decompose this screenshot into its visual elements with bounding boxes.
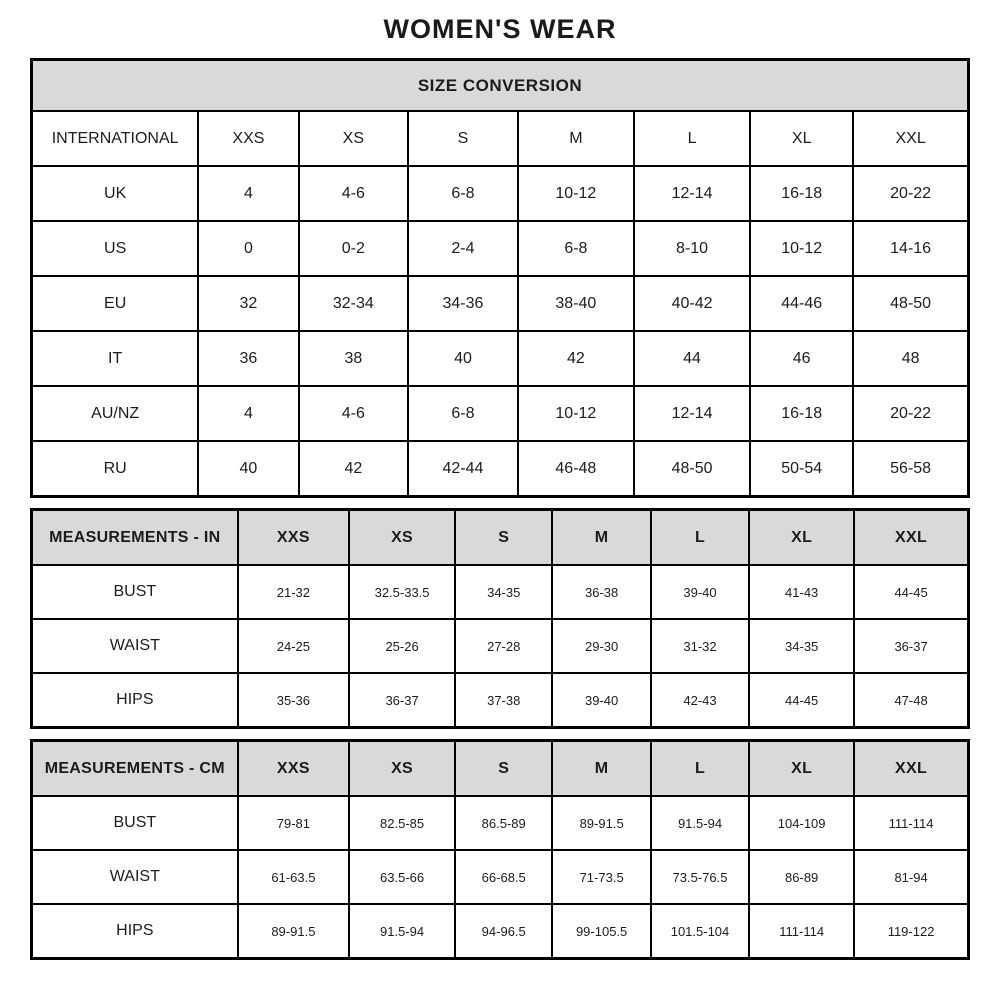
data-cell: 40 bbox=[408, 331, 518, 386]
table-row bbox=[32, 904, 969, 959]
data-cell: 25-26 bbox=[349, 619, 455, 673]
data-cell: 2-4 bbox=[408, 221, 518, 276]
data-cell: 6-8 bbox=[518, 221, 634, 276]
data-cell: 111-114 bbox=[749, 904, 854, 959]
data-cell: 27-28 bbox=[455, 619, 552, 673]
row-header-cell: UK bbox=[32, 166, 199, 221]
data-cell: 61-63.5 bbox=[238, 850, 350, 904]
data-cell: 47-48 bbox=[854, 673, 968, 728]
table-row bbox=[32, 619, 969, 673]
data-cell: 12-14 bbox=[634, 386, 750, 441]
data-cell: 42-43 bbox=[651, 673, 749, 728]
header-cell: L bbox=[634, 111, 750, 166]
data-cell: 56-58 bbox=[853, 441, 968, 497]
data-cell: 73.5-76.5 bbox=[651, 850, 749, 904]
data-cell: 94-96.5 bbox=[455, 904, 552, 959]
data-cell: 4 bbox=[198, 166, 298, 221]
data-cell: 35-36 bbox=[238, 673, 350, 728]
data-cell: 12-14 bbox=[634, 166, 750, 221]
data-cell: 21-32 bbox=[238, 565, 350, 619]
header-cell: XL bbox=[749, 510, 854, 566]
row-header-cell: RU bbox=[32, 441, 199, 497]
table-row bbox=[32, 166, 969, 221]
header-cell: MEASUREMENTS - CM bbox=[32, 741, 238, 797]
header-cell: S bbox=[455, 741, 552, 797]
data-cell: 20-22 bbox=[853, 386, 968, 441]
data-cell: 10-12 bbox=[518, 166, 634, 221]
measurements-in-table bbox=[30, 508, 970, 729]
table-row bbox=[32, 850, 969, 904]
data-cell: 20-22 bbox=[853, 166, 968, 221]
data-cell: 38-40 bbox=[518, 276, 634, 331]
data-cell: 46 bbox=[750, 331, 853, 386]
data-cell: 34-35 bbox=[749, 619, 854, 673]
data-cell: 16-18 bbox=[750, 386, 853, 441]
data-cell: 41-43 bbox=[749, 565, 854, 619]
header-cell: XS bbox=[349, 510, 455, 566]
data-cell: 89-91.5 bbox=[552, 796, 650, 850]
row-header-cell: WAIST bbox=[32, 850, 238, 904]
header-cell: XXS bbox=[198, 111, 298, 166]
table-row bbox=[32, 796, 969, 850]
data-cell: 6-8 bbox=[408, 166, 518, 221]
data-cell: 36-38 bbox=[552, 565, 650, 619]
header-cell: S bbox=[408, 111, 518, 166]
table-header-row bbox=[32, 510, 969, 566]
data-cell: 37-38 bbox=[455, 673, 552, 728]
data-cell: 8-10 bbox=[634, 221, 750, 276]
data-cell: 34-35 bbox=[455, 565, 552, 619]
header-cell: MEASUREMENTS - IN bbox=[32, 510, 238, 566]
row-header-cell: HIPS bbox=[32, 673, 238, 728]
data-cell: 4 bbox=[198, 386, 298, 441]
page-title: WOMEN'S WEAR bbox=[383, 14, 617, 44]
header-cell: INTERNATIONAL bbox=[32, 111, 199, 166]
data-cell: 36-37 bbox=[349, 673, 455, 728]
data-cell: 32.5-33.5 bbox=[349, 565, 455, 619]
data-cell: 48-50 bbox=[634, 441, 750, 497]
data-cell: 4-6 bbox=[299, 166, 409, 221]
data-cell: 79-81 bbox=[238, 796, 350, 850]
data-cell: 86-89 bbox=[749, 850, 854, 904]
row-header-cell: HIPS bbox=[32, 904, 238, 959]
data-cell: 82.5-85 bbox=[349, 796, 455, 850]
data-cell: 48-50 bbox=[853, 276, 968, 331]
data-cell: 31-32 bbox=[651, 619, 749, 673]
table-title: SIZE CONVERSION bbox=[32, 60, 969, 112]
data-cell: 36-37 bbox=[854, 619, 968, 673]
data-cell: 101.5-104 bbox=[651, 904, 749, 959]
data-cell: 0 bbox=[198, 221, 298, 276]
size-conversion-table bbox=[30, 58, 970, 498]
data-cell: 38 bbox=[299, 331, 409, 386]
data-cell: 91.5-94 bbox=[349, 904, 455, 959]
data-cell: 111-114 bbox=[854, 796, 968, 850]
table-title-row bbox=[32, 60, 969, 112]
table-row bbox=[32, 276, 969, 331]
data-cell: 29-30 bbox=[552, 619, 650, 673]
header-cell: M bbox=[552, 510, 650, 566]
data-cell: 86.5-89 bbox=[455, 796, 552, 850]
row-header-cell: EU bbox=[32, 276, 199, 331]
data-cell: 89-91.5 bbox=[238, 904, 350, 959]
table-header-row bbox=[32, 741, 969, 797]
data-cell: 10-12 bbox=[750, 221, 853, 276]
data-cell: 16-18 bbox=[750, 166, 853, 221]
data-cell: 71-73.5 bbox=[552, 850, 650, 904]
header-cell: XXS bbox=[238, 510, 350, 566]
size-chart-page bbox=[30, 0, 970, 960]
header-cell: XS bbox=[299, 111, 409, 166]
data-cell: 48 bbox=[853, 331, 968, 386]
data-cell: 42 bbox=[518, 331, 634, 386]
header-cell: XL bbox=[749, 741, 854, 797]
data-cell: 32 bbox=[198, 276, 298, 331]
header-cell: XS bbox=[349, 741, 455, 797]
data-cell: 24-25 bbox=[238, 619, 350, 673]
row-header-cell: WAIST bbox=[32, 619, 238, 673]
data-cell: 40-42 bbox=[634, 276, 750, 331]
header-cell: XXL bbox=[853, 111, 968, 166]
header-cell: L bbox=[651, 741, 749, 797]
header-cell: XXL bbox=[854, 741, 968, 797]
table-row bbox=[32, 673, 969, 728]
data-cell: 39-40 bbox=[651, 565, 749, 619]
row-header-cell: IT bbox=[32, 331, 199, 386]
data-cell: 81-94 bbox=[854, 850, 968, 904]
table-row bbox=[32, 386, 969, 441]
data-cell: 63.5-66 bbox=[349, 850, 455, 904]
row-header-cell: AU/NZ bbox=[32, 386, 199, 441]
data-cell: 104-109 bbox=[749, 796, 854, 850]
table-row bbox=[32, 565, 969, 619]
row-header-cell: US bbox=[32, 221, 199, 276]
data-cell: 50-54 bbox=[750, 441, 853, 497]
data-cell: 44 bbox=[634, 331, 750, 386]
header-cell: XXS bbox=[238, 741, 350, 797]
header-cell: M bbox=[552, 741, 650, 797]
data-cell: 4-6 bbox=[299, 386, 409, 441]
header-cell: XXL bbox=[854, 510, 968, 566]
header-cell: L bbox=[651, 510, 749, 566]
row-header-cell: BUST bbox=[32, 565, 238, 619]
row-header-cell: BUST bbox=[32, 796, 238, 850]
measurements-cm-table bbox=[30, 739, 970, 960]
data-cell: 14-16 bbox=[853, 221, 968, 276]
table-row bbox=[32, 331, 969, 386]
data-cell: 44-45 bbox=[854, 565, 968, 619]
data-cell: 42 bbox=[299, 441, 409, 497]
data-cell: 91.5-94 bbox=[651, 796, 749, 850]
data-cell: 32-34 bbox=[299, 276, 409, 331]
data-cell: 10-12 bbox=[518, 386, 634, 441]
header-cell: XL bbox=[750, 111, 853, 166]
data-cell: 46-48 bbox=[518, 441, 634, 497]
header-cell: S bbox=[455, 510, 552, 566]
data-cell: 6-8 bbox=[408, 386, 518, 441]
data-cell: 34-36 bbox=[408, 276, 518, 331]
table-row bbox=[32, 441, 969, 497]
data-cell: 44-46 bbox=[750, 276, 853, 331]
data-cell: 0-2 bbox=[299, 221, 409, 276]
data-cell: 42-44 bbox=[408, 441, 518, 497]
data-cell: 44-45 bbox=[749, 673, 854, 728]
table-row bbox=[32, 221, 969, 276]
header-cell: M bbox=[518, 111, 634, 166]
data-cell: 119-122 bbox=[854, 904, 968, 959]
data-cell: 99-105.5 bbox=[552, 904, 650, 959]
table-header-row bbox=[32, 111, 969, 166]
data-cell: 66-68.5 bbox=[455, 850, 552, 904]
data-cell: 36 bbox=[198, 331, 298, 386]
data-cell: 40 bbox=[198, 441, 298, 497]
data-cell: 39-40 bbox=[552, 673, 650, 728]
